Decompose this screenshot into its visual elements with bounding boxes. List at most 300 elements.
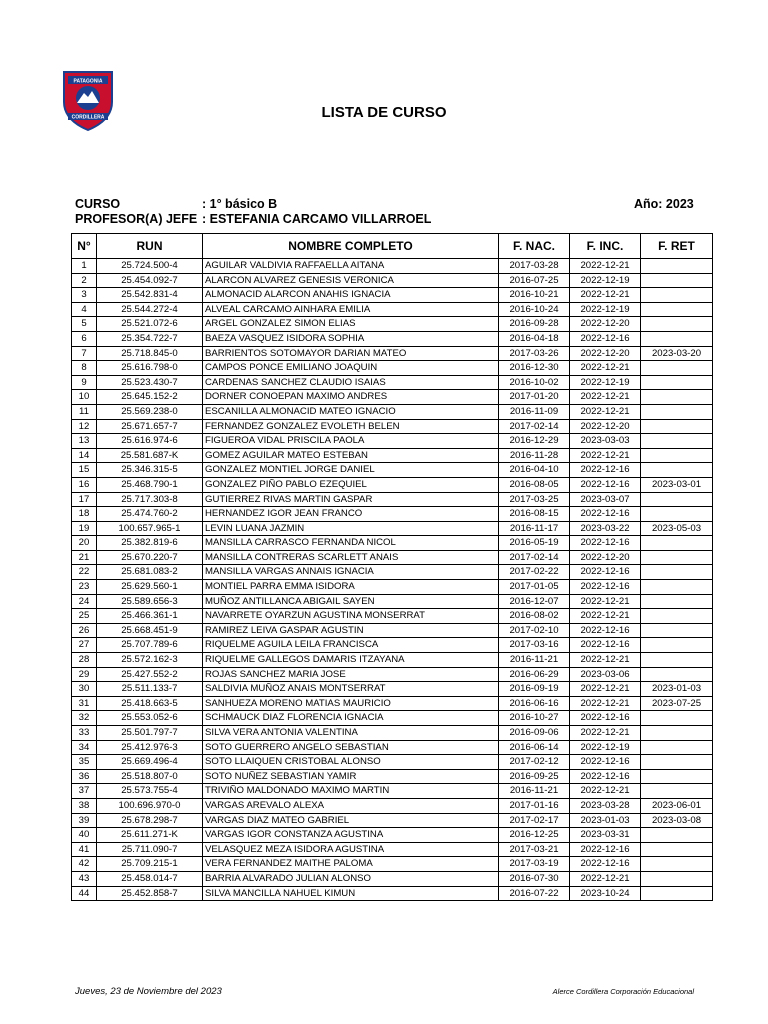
cell-number: 2 bbox=[72, 273, 97, 288]
table-row bbox=[72, 711, 713, 726]
cell-run: 25.709.215-1 bbox=[97, 857, 203, 872]
table-row bbox=[72, 842, 713, 857]
cell-withdraw-date bbox=[641, 769, 713, 784]
cell-withdraw-date bbox=[641, 317, 713, 332]
table-row bbox=[72, 419, 713, 434]
cell-birth-date: 2016-04-10 bbox=[499, 463, 570, 478]
cell-birth-date: 2016-10-24 bbox=[499, 302, 570, 317]
cell-run: 100.696.970-0 bbox=[97, 798, 203, 813]
cell-name: SOTO LLAIQUEN CRISTOBAL ALONSO bbox=[203, 755, 499, 770]
cell-enroll-date: 2022-12-16 bbox=[570, 711, 641, 726]
cell-birth-date: 2017-02-12 bbox=[499, 755, 570, 770]
table-row bbox=[72, 769, 713, 784]
cell-birth-date: 2017-02-22 bbox=[499, 565, 570, 580]
cell-number: 6 bbox=[72, 331, 97, 346]
table-row bbox=[72, 609, 713, 624]
cell-run: 25.454.092-7 bbox=[97, 273, 203, 288]
cell-run: 25.346.315-5 bbox=[97, 463, 203, 478]
cell-run: 25.671.657-7 bbox=[97, 419, 203, 434]
cell-run: 25.724.500-4 bbox=[97, 259, 203, 274]
cell-run: 25.518.807-0 bbox=[97, 769, 203, 784]
cell-birth-date: 2017-01-16 bbox=[499, 798, 570, 813]
cell-enroll-date: 2023-10-24 bbox=[570, 886, 641, 901]
cell-withdraw-date bbox=[641, 448, 713, 463]
cell-number: 14 bbox=[72, 448, 97, 463]
cell-number: 10 bbox=[72, 390, 97, 405]
cell-withdraw-date bbox=[641, 623, 713, 638]
cell-name: GOMEZ AGUILAR MATEO ESTEBAN bbox=[203, 448, 499, 463]
cell-withdraw-date bbox=[641, 740, 713, 755]
cell-enroll-date: 2022-12-21 bbox=[570, 784, 641, 799]
cell-birth-date: 2016-11-17 bbox=[499, 521, 570, 536]
cell-run: 25.669.496-4 bbox=[97, 755, 203, 770]
cell-run: 25.572.162-3 bbox=[97, 653, 203, 668]
table-row bbox=[72, 813, 713, 828]
cell-birth-date: 2016-10-02 bbox=[499, 375, 570, 390]
cell-name: VARGAS DIAZ MATEO GABRIEL bbox=[203, 813, 499, 828]
table-row bbox=[72, 565, 713, 580]
table-header-row bbox=[72, 234, 713, 259]
cell-number: 33 bbox=[72, 726, 97, 741]
column-header-run: RUN bbox=[97, 234, 203, 259]
cell-name: BAEZA VASQUEZ ISIDORA SOPHIA bbox=[203, 331, 499, 346]
profesor-value: : ESTEFANIA CARCAMO VILLARROEL bbox=[202, 212, 432, 226]
cell-withdraw-date bbox=[641, 361, 713, 376]
cell-withdraw-date: 2023-03-01 bbox=[641, 477, 713, 492]
cell-enroll-date: 2022-12-21 bbox=[570, 390, 641, 405]
cell-run: 25.670.220-7 bbox=[97, 550, 203, 565]
cell-withdraw-date bbox=[641, 784, 713, 799]
cell-name: ALMONACID ALARCON ANAHIS IGNACIA bbox=[203, 288, 499, 303]
cell-run: 25.711.090-7 bbox=[97, 842, 203, 857]
cell-number: 42 bbox=[72, 857, 97, 872]
table-row bbox=[72, 273, 713, 288]
cell-enroll-date: 2022-12-16 bbox=[570, 857, 641, 872]
cell-name: SOTO GUERRERO ANGELO SEBASTIAN bbox=[203, 740, 499, 755]
table-row bbox=[72, 477, 713, 492]
curso-value: : 1° básico B bbox=[202, 197, 278, 211]
cell-enroll-date: 2022-12-20 bbox=[570, 317, 641, 332]
cell-number: 13 bbox=[72, 434, 97, 449]
cell-name: ALARCON ALVAREZ GENESIS VERONICA bbox=[203, 273, 499, 288]
cell-number: 25 bbox=[72, 609, 97, 624]
cell-name: NAVARRETE OYARZUN AGUSTINA MONSERRAT bbox=[203, 609, 499, 624]
table-row bbox=[72, 828, 713, 843]
cell-enroll-date: 2022-12-19 bbox=[570, 273, 641, 288]
cell-birth-date: 2016-12-29 bbox=[499, 434, 570, 449]
cell-birth-date: 2016-06-14 bbox=[499, 740, 570, 755]
cell-birth-date: 2016-06-29 bbox=[499, 667, 570, 682]
cell-enroll-date: 2022-12-21 bbox=[570, 696, 641, 711]
cell-withdraw-date bbox=[641, 463, 713, 478]
cell-number: 35 bbox=[72, 755, 97, 770]
table-row bbox=[72, 492, 713, 507]
cell-enroll-date: 2022-12-21 bbox=[570, 871, 641, 886]
cell-withdraw-date bbox=[641, 594, 713, 609]
cell-withdraw-date bbox=[641, 419, 713, 434]
table-row bbox=[72, 507, 713, 522]
cell-name: HERNANDEZ IGOR JEAN FRANCO bbox=[203, 507, 499, 522]
table-row bbox=[72, 857, 713, 872]
table-row bbox=[72, 288, 713, 303]
cell-number: 1 bbox=[72, 259, 97, 274]
cell-number: 38 bbox=[72, 798, 97, 813]
table-row bbox=[72, 682, 713, 697]
cell-name: FIGUEROA VIDAL PRISCILA PAOLA bbox=[203, 434, 499, 449]
cell-enroll-date: 2022-12-21 bbox=[570, 594, 641, 609]
cell-name: RIQUELME AGUILA LEILA FRANCISCA bbox=[203, 638, 499, 653]
cell-run: 25.589.656-3 bbox=[97, 594, 203, 609]
cell-name: AGUILAR VALDIVIA RAFFAELLA AITANA bbox=[203, 259, 499, 274]
cell-enroll-date: 2023-01-03 bbox=[570, 813, 641, 828]
cell-enroll-date: 2022-12-21 bbox=[570, 448, 641, 463]
cell-enroll-date: 2023-03-07 bbox=[570, 492, 641, 507]
cell-withdraw-date bbox=[641, 390, 713, 405]
cell-withdraw-date bbox=[641, 871, 713, 886]
school-logo bbox=[60, 68, 116, 132]
table-row bbox=[72, 331, 713, 346]
cell-run: 25.678.298-7 bbox=[97, 813, 203, 828]
cell-run: 25.569.238-0 bbox=[97, 404, 203, 419]
profesor-label: PROFESOR(A) JEFE bbox=[75, 212, 198, 226]
cell-enroll-date: 2022-12-16 bbox=[570, 507, 641, 522]
cell-number: 9 bbox=[72, 375, 97, 390]
cell-run: 25.382.819-6 bbox=[97, 536, 203, 551]
cell-number: 16 bbox=[72, 477, 97, 492]
cell-number: 12 bbox=[72, 419, 97, 434]
table-row bbox=[72, 580, 713, 595]
cell-birth-date: 2016-07-25 bbox=[499, 273, 570, 288]
cell-enroll-date: 2022-12-16 bbox=[570, 842, 641, 857]
cell-birth-date: 2016-04-18 bbox=[499, 331, 570, 346]
cell-number: 22 bbox=[72, 565, 97, 580]
cell-run: 25.581.687-K bbox=[97, 448, 203, 463]
cell-enroll-date: 2023-03-03 bbox=[570, 434, 641, 449]
table-row bbox=[72, 448, 713, 463]
cell-birth-date: 2016-10-21 bbox=[499, 288, 570, 303]
cell-withdraw-date bbox=[641, 565, 713, 580]
cell-withdraw-date bbox=[641, 857, 713, 872]
cell-birth-date: 2017-03-25 bbox=[499, 492, 570, 507]
cell-withdraw-date bbox=[641, 550, 713, 565]
cell-birth-date: 2016-07-22 bbox=[499, 886, 570, 901]
cell-birth-date: 2016-06-16 bbox=[499, 696, 570, 711]
cell-enroll-date: 2023-03-28 bbox=[570, 798, 641, 813]
cell-name: MANSILLA CONTRERAS SCARLETT ANAIS bbox=[203, 550, 499, 565]
cell-name: GONZALEZ MONTIEL JORGE DANIEL bbox=[203, 463, 499, 478]
cell-withdraw-date: 2023-03-20 bbox=[641, 346, 713, 361]
cell-number: 43 bbox=[72, 871, 97, 886]
cell-withdraw-date bbox=[641, 536, 713, 551]
cell-run: 25.542.831-4 bbox=[97, 288, 203, 303]
cell-withdraw-date: 2023-05-03 bbox=[641, 521, 713, 536]
column-header-birth-date: F. NAC. bbox=[499, 234, 570, 259]
cell-birth-date: 2016-09-19 bbox=[499, 682, 570, 697]
cell-birth-date: 2016-08-15 bbox=[499, 507, 570, 522]
cell-number: 29 bbox=[72, 667, 97, 682]
table-row bbox=[72, 755, 713, 770]
cell-name: SILVA VERA ANTONIA VALENTINA bbox=[203, 726, 499, 741]
cell-name: VERA FERNANDEZ MAITHE PALOMA bbox=[203, 857, 499, 872]
cell-enroll-date: 2022-12-21 bbox=[570, 361, 641, 376]
table-row bbox=[72, 361, 713, 376]
table-row bbox=[72, 521, 713, 536]
cell-birth-date: 2016-11-21 bbox=[499, 784, 570, 799]
cell-name: MANSILLA VARGAS ANNAIS IGNACIA bbox=[203, 565, 499, 580]
cell-run: 25.474.760-2 bbox=[97, 507, 203, 522]
cell-enroll-date: 2022-12-20 bbox=[570, 550, 641, 565]
cell-number: 26 bbox=[72, 623, 97, 638]
cell-run: 25.668.451-9 bbox=[97, 623, 203, 638]
cell-run: 25.544.272-4 bbox=[97, 302, 203, 317]
cell-run: 25.412.976-3 bbox=[97, 740, 203, 755]
cell-number: 27 bbox=[72, 638, 97, 653]
cell-number: 40 bbox=[72, 828, 97, 843]
cell-run: 25.611.271-K bbox=[97, 828, 203, 843]
cell-run: 25.616.798-0 bbox=[97, 361, 203, 376]
student-roster-table bbox=[71, 233, 713, 901]
cell-birth-date: 2017-01-05 bbox=[499, 580, 570, 595]
cell-number: 3 bbox=[72, 288, 97, 303]
cell-number: 21 bbox=[72, 550, 97, 565]
cell-number: 15 bbox=[72, 463, 97, 478]
cell-number: 20 bbox=[72, 536, 97, 551]
cell-name: VARGAS IGOR CONSTANZA AGUSTINA bbox=[203, 828, 499, 843]
cell-run: 25.511.133-7 bbox=[97, 682, 203, 697]
cell-withdraw-date bbox=[641, 755, 713, 770]
cell-name: CARDENAS SANCHEZ CLAUDIO ISAIAS bbox=[203, 375, 499, 390]
cell-birth-date: 2016-10-27 bbox=[499, 711, 570, 726]
cell-run: 25.707.789-6 bbox=[97, 638, 203, 653]
cell-enroll-date: 2022-12-16 bbox=[570, 565, 641, 580]
cell-name: BARRIA ALVARADO JULIAN ALONSO bbox=[203, 871, 499, 886]
table-row bbox=[72, 375, 713, 390]
year-label: Año: 2023 bbox=[634, 197, 694, 211]
cell-name: GUTIERREZ RIVAS MARTIN GASPAR bbox=[203, 492, 499, 507]
cell-name: ROJAS SANCHEZ MARIA JOSE bbox=[203, 667, 499, 682]
cell-withdraw-date: 2023-01-03 bbox=[641, 682, 713, 697]
cell-enroll-date: 2022-12-16 bbox=[570, 755, 641, 770]
table-row bbox=[72, 886, 713, 901]
cell-enroll-date: 2022-12-21 bbox=[570, 726, 641, 741]
cell-name: SANHUEZA MORENO MATIAS MAURICIO bbox=[203, 696, 499, 711]
cell-number: 24 bbox=[72, 594, 97, 609]
cell-enroll-date: 2022-12-16 bbox=[570, 331, 641, 346]
cell-number: 37 bbox=[72, 784, 97, 799]
cell-enroll-date: 2022-12-19 bbox=[570, 740, 641, 755]
cell-run: 25.681.083-2 bbox=[97, 565, 203, 580]
table-row bbox=[72, 638, 713, 653]
cell-birth-date: 2016-07-30 bbox=[499, 871, 570, 886]
cell-enroll-date: 2022-12-19 bbox=[570, 302, 641, 317]
cell-number: 30 bbox=[72, 682, 97, 697]
cell-number: 7 bbox=[72, 346, 97, 361]
cell-withdraw-date: 2023-07-25 bbox=[641, 696, 713, 711]
column-header-number: N° bbox=[72, 234, 97, 259]
cell-run: 25.629.560-1 bbox=[97, 580, 203, 595]
cell-enroll-date: 2023-03-31 bbox=[570, 828, 641, 843]
cell-enroll-date: 2022-12-21 bbox=[570, 682, 641, 697]
table-row bbox=[72, 594, 713, 609]
cell-number: 4 bbox=[72, 302, 97, 317]
table-row bbox=[72, 404, 713, 419]
cell-run: 25.616.974-6 bbox=[97, 434, 203, 449]
cell-run: 25.501.797-7 bbox=[97, 726, 203, 741]
column-header-enroll-date: F. INC. bbox=[570, 234, 641, 259]
cell-enroll-date: 2022-12-21 bbox=[570, 288, 641, 303]
cell-birth-date: 2017-02-17 bbox=[499, 813, 570, 828]
cell-run: 25.645.152-2 bbox=[97, 390, 203, 405]
cell-number: 39 bbox=[72, 813, 97, 828]
cell-enroll-date: 2022-12-16 bbox=[570, 769, 641, 784]
table-row bbox=[72, 463, 713, 478]
cell-withdraw-date bbox=[641, 434, 713, 449]
cell-name: MANSILLA CARRASCO FERNANDA NICOL bbox=[203, 536, 499, 551]
cell-name: ESCANILLA ALMONACID MATEO IGNACIO bbox=[203, 404, 499, 419]
cell-birth-date: 2016-05-19 bbox=[499, 536, 570, 551]
cell-run: 25.523.430-7 bbox=[97, 375, 203, 390]
cell-withdraw-date bbox=[641, 609, 713, 624]
cell-withdraw-date bbox=[641, 507, 713, 522]
cell-withdraw-date bbox=[641, 711, 713, 726]
table-row bbox=[72, 302, 713, 317]
cell-withdraw-date bbox=[641, 726, 713, 741]
cell-name: SCHMAUCK DIAZ FLORENCIA IGNACIA bbox=[203, 711, 499, 726]
cell-withdraw-date bbox=[641, 375, 713, 390]
cell-birth-date: 2017-03-26 bbox=[499, 346, 570, 361]
cell-birth-date: 2016-09-28 bbox=[499, 317, 570, 332]
table-row bbox=[72, 696, 713, 711]
cell-withdraw-date bbox=[641, 828, 713, 843]
curso-label: CURSO bbox=[75, 197, 121, 211]
cell-withdraw-date bbox=[641, 842, 713, 857]
cell-withdraw-date bbox=[641, 638, 713, 653]
cell-enroll-date: 2022-12-20 bbox=[570, 419, 641, 434]
cell-name: SALDIVIA MUÑOZ ANAIS MONTSERRAT bbox=[203, 682, 499, 697]
cell-birth-date: 2017-02-14 bbox=[499, 550, 570, 565]
cell-name: SILVA MANCILLA NAHUEL KIMUN bbox=[203, 886, 499, 901]
footer-date: Jueves, 23 de Noviembre del 2023 bbox=[75, 986, 222, 997]
cell-birth-date: 2017-01-20 bbox=[499, 390, 570, 405]
cell-name: ALVEAL CARCAMO AINHARA EMILIA bbox=[203, 302, 499, 317]
cell-enroll-date: 2022-12-19 bbox=[570, 375, 641, 390]
column-header-withdraw-date: F. RET bbox=[641, 234, 713, 259]
table-row bbox=[72, 536, 713, 551]
table-row bbox=[72, 623, 713, 638]
table-row bbox=[72, 259, 713, 274]
table-row bbox=[72, 784, 713, 799]
cell-run: 25.458.014-7 bbox=[97, 871, 203, 886]
cell-enroll-date: 2022-12-21 bbox=[570, 259, 641, 274]
cell-birth-date: 2016-12-25 bbox=[499, 828, 570, 843]
cell-run: 25.354.722-7 bbox=[97, 331, 203, 346]
cell-name: DORNER CONOEPAN MAXIMO ANDRES bbox=[203, 390, 499, 405]
cell-enroll-date: 2022-12-16 bbox=[570, 623, 641, 638]
cell-number: 31 bbox=[72, 696, 97, 711]
svg-text:CORDILLERA: CORDILLERA bbox=[71, 114, 105, 121]
cell-number: 18 bbox=[72, 507, 97, 522]
table-row bbox=[72, 390, 713, 405]
cell-name: CAMPOS PONCE EMILIANO JOAQUIN bbox=[203, 361, 499, 376]
cell-number: 23 bbox=[72, 580, 97, 595]
cell-name: LEVIN LUANA JAZMIN bbox=[203, 521, 499, 536]
cell-number: 11 bbox=[72, 404, 97, 419]
cell-number: 34 bbox=[72, 740, 97, 755]
cell-run: 25.718.845-0 bbox=[97, 346, 203, 361]
cell-birth-date: 2017-03-16 bbox=[499, 638, 570, 653]
cell-run: 25.452.858-7 bbox=[97, 886, 203, 901]
cell-birth-date: 2017-02-14 bbox=[499, 419, 570, 434]
cell-birth-date: 2017-03-21 bbox=[499, 842, 570, 857]
cell-number: 19 bbox=[72, 521, 97, 536]
cell-withdraw-date bbox=[641, 288, 713, 303]
table-row bbox=[72, 871, 713, 886]
cell-name: RIQUELME GALLEGOS DAMARIS ITZAYANA bbox=[203, 653, 499, 668]
table-row bbox=[72, 726, 713, 741]
cell-withdraw-date bbox=[641, 302, 713, 317]
cell-name: TRIVIÑO MALDONADO MAXIMO MARTIN bbox=[203, 784, 499, 799]
cell-name: MONTIEL PARRA EMMA ISIDORA bbox=[203, 580, 499, 595]
cell-birth-date: 2016-09-25 bbox=[499, 769, 570, 784]
cell-name: VELASQUEZ MEZA ISIDORA AGUSTINA bbox=[203, 842, 499, 857]
cell-run: 100.657.965-1 bbox=[97, 521, 203, 536]
cell-withdraw-date: 2023-03-08 bbox=[641, 813, 713, 828]
cell-number: 8 bbox=[72, 361, 97, 376]
cell-withdraw-date bbox=[641, 653, 713, 668]
cell-number: 28 bbox=[72, 653, 97, 668]
footer-organization: Alerce Cordillera Corporación Educacional bbox=[552, 987, 694, 996]
cell-name: GONZALEZ PIÑO PABLO EZEQUIEL bbox=[203, 477, 499, 492]
cell-birth-date: 2016-09-06 bbox=[499, 726, 570, 741]
cell-withdraw-date bbox=[641, 331, 713, 346]
cell-enroll-date: 2022-12-16 bbox=[570, 536, 641, 551]
page-title: LISTA DE CURSO bbox=[321, 104, 447, 121]
cell-run: 25.573.755-4 bbox=[97, 784, 203, 799]
cell-run: 25.468.790-1 bbox=[97, 477, 203, 492]
table-row bbox=[72, 740, 713, 755]
cell-name: FERNANDEZ GONZALEZ EVOLETH BELEN bbox=[203, 419, 499, 434]
cell-enroll-date: 2022-12-21 bbox=[570, 404, 641, 419]
cell-enroll-date: 2023-03-06 bbox=[570, 667, 641, 682]
cell-run: 25.427.552-2 bbox=[97, 667, 203, 682]
cell-number: 41 bbox=[72, 842, 97, 857]
cell-withdraw-date bbox=[641, 404, 713, 419]
cell-enroll-date: 2022-12-16 bbox=[570, 477, 641, 492]
table-row bbox=[72, 798, 713, 813]
table-row bbox=[72, 346, 713, 361]
cell-run: 25.553.052-6 bbox=[97, 711, 203, 726]
cell-withdraw-date bbox=[641, 492, 713, 507]
cell-run: 25.717.303-8 bbox=[97, 492, 203, 507]
table-row bbox=[72, 434, 713, 449]
cell-birth-date: 2017-02-10 bbox=[499, 623, 570, 638]
cell-name: RAMIREZ LEIVA GASPAR AGUSTIN bbox=[203, 623, 499, 638]
cell-withdraw-date bbox=[641, 667, 713, 682]
table-row bbox=[72, 653, 713, 668]
cell-withdraw-date bbox=[641, 273, 713, 288]
cell-withdraw-date bbox=[641, 259, 713, 274]
cell-run: 25.521.072-6 bbox=[97, 317, 203, 332]
cell-name: ARGEL GONZALEZ SIMON ELIAS bbox=[203, 317, 499, 332]
cell-number: 17 bbox=[72, 492, 97, 507]
cell-number: 5 bbox=[72, 317, 97, 332]
cell-name: BARRIENTOS SOTOMAYOR DARIAN MATEO bbox=[203, 346, 499, 361]
table-row bbox=[72, 550, 713, 565]
cell-birth-date: 2016-12-07 bbox=[499, 594, 570, 609]
svg-text:PATAGONIA: PATAGONIA bbox=[73, 78, 103, 85]
cell-enroll-date: 2022-12-21 bbox=[570, 609, 641, 624]
cell-birth-date: 2017-03-28 bbox=[499, 259, 570, 274]
